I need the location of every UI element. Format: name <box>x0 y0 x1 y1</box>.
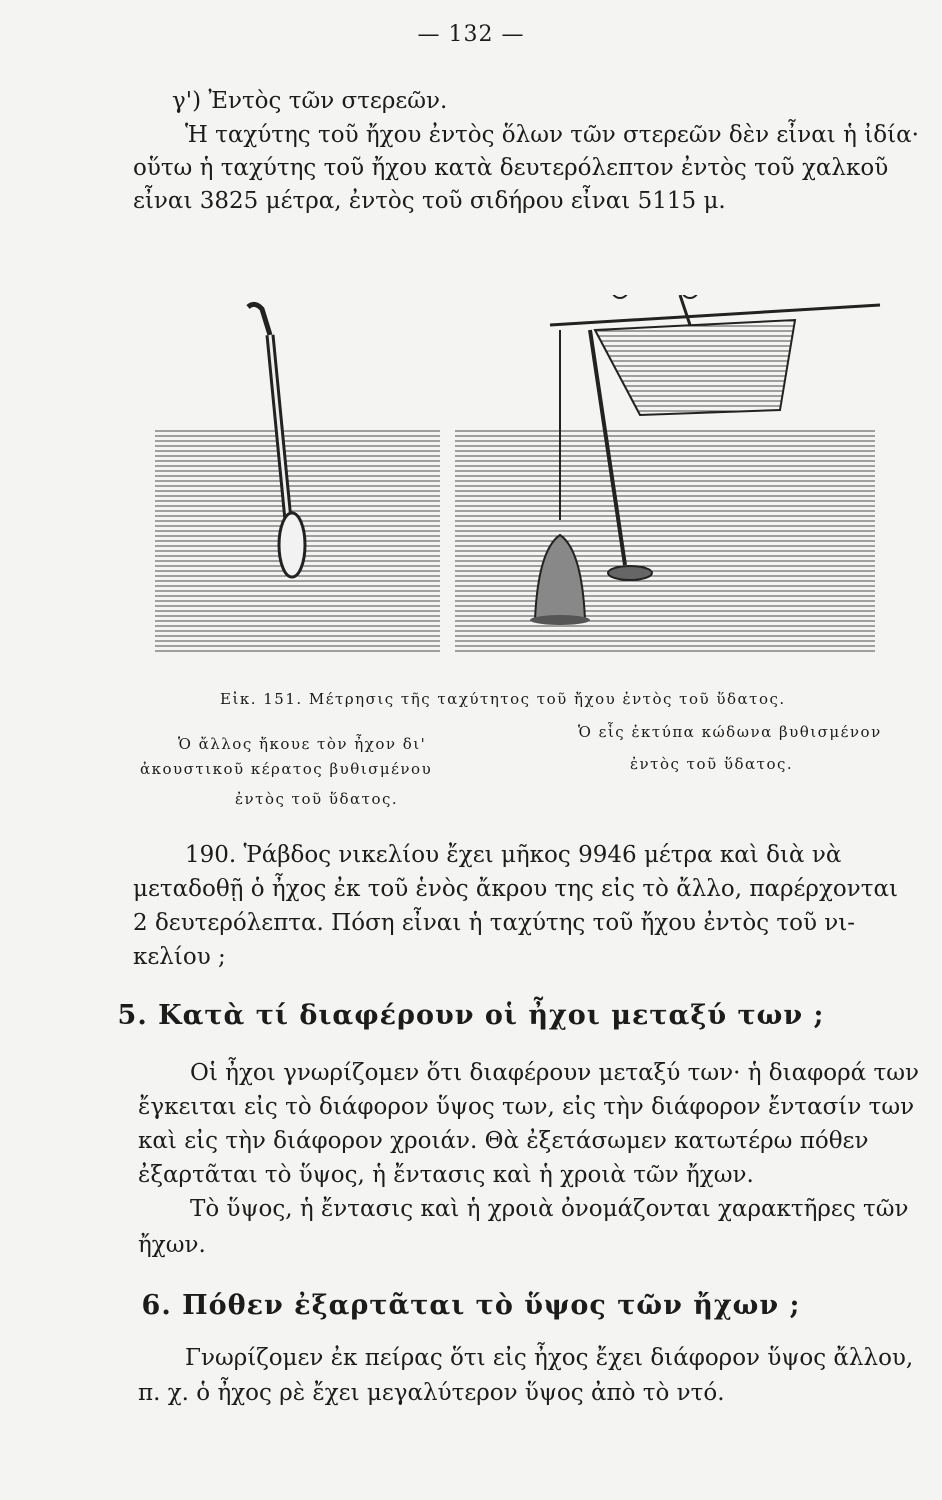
text-line: Ἡ ταχύτης τοῦ ἤχου ἐντὸς ὅλων τῶν στερεῶν δὲν εἶναι ἡ ἰδία· <box>185 122 919 148</box>
text-line: καὶ εἰς τὴν διάφορον χροιάν. Θὰ ἐξετάσωμεν κατωτέρω πόθεν <box>138 1128 869 1154</box>
text-line: Γνωρίζομεν ἐκ πείρας ὅτι εἰς ἦχος ἔχει διάφορον ὕψος ἄλλου, <box>185 1345 914 1371</box>
page-number: — 132 — <box>417 22 525 47</box>
text-line: ἤχων. <box>138 1232 206 1258</box>
left-caption-line: ἀκουστικοῦ κέρατος βυθισμένου <box>140 760 433 778</box>
water-right <box>455 430 875 655</box>
exercise-line: 2 δευτερόλεπτα. Πόση εἶναι ἡ ταχύτης τοῦ ἤχου ἐντὸς τοῦ νι- <box>133 910 856 936</box>
text-line: ἔγκειται εἰς τὸ διάφορον ὕψος των, εἰς τὴν διάφορον ἔντασίν των <box>138 1094 915 1120</box>
section-6-heading: 6. Πόθεν ἐξαρτᾶται τὸ ὕψος τῶν ἤχων ; <box>141 1290 801 1321</box>
text-line: ἐξαρτᾶται τὸ ὕψος, ἡ ἔντασις καὶ ἡ χροιὰ τῶν ἤχων. <box>138 1162 754 1188</box>
section-5-heading: 5. Κατὰ τί διαφέρουν οἱ ἦχοι μεταξύ των ; <box>117 1000 825 1031</box>
figure-illustration <box>120 295 890 675</box>
exercise-line: 190. Ῥάβδος νικελίου ἔχει μῆκος 9946 μέτρα καὶ διὰ νὰ <box>185 842 842 868</box>
exercise-line: μεταδοθῇ ὁ ἦχος ἐκ τοῦ ἑνὸς ἄκρου της εἰς τὸ ἄλλο, παρέρχονται <box>133 876 898 902</box>
figure-caption: Εἰκ. 151. Μέτρησις τῆς ταχύτητος τοῦ ἤχου ἐντὸς τοῦ ὕδατος. <box>220 690 786 708</box>
right-caption-line: ἐντὸς τοῦ ὕδατος. <box>630 755 794 773</box>
right-caption-line: Ὁ εἷς ἐκτύπα κώδωνα βυθισμένον <box>578 723 882 741</box>
exercise-line: κελίου ; <box>133 944 226 970</box>
text-line: π. χ. ὁ ἦχος ρὲ ἔχει μεγαλύτερον ὕψος ἀπὸ τὸ ντό. <box>138 1380 725 1406</box>
text-line: εἶναι 3825 μέτρα, ἐντὸς τοῦ σιδήρου εἶναι 5115 μ. <box>133 188 726 214</box>
left-caption-line: Ὁ ἄλλος ἤκουε τὸν ἦχον δι' <box>178 735 427 753</box>
bell-rim <box>530 615 590 625</box>
hammer-head <box>608 566 652 580</box>
left-caption-line: ἐντὸς τοῦ ὕδατος. <box>235 790 399 808</box>
text-line: οὕτω ἡ ταχύτης τοῦ ἤχου κατὰ δευτερόλεπτον ἐντὸς τοῦ χαλκοῦ <box>133 155 889 181</box>
text-line: Τὸ ὕψος, ἡ ἔντασις καὶ ἡ χροιὰ ὀνομάζονται χαρακτῆρες τῶν <box>190 1196 909 1222</box>
section-c-heading: γ') Ἐντὸς τῶν στερεῶν. <box>172 88 448 114</box>
text-line: Οἱ ἦχοι γνωρίζομεν ὅτι διαφέρουν μεταξύ των· ἡ διαφορά των <box>190 1060 919 1086</box>
